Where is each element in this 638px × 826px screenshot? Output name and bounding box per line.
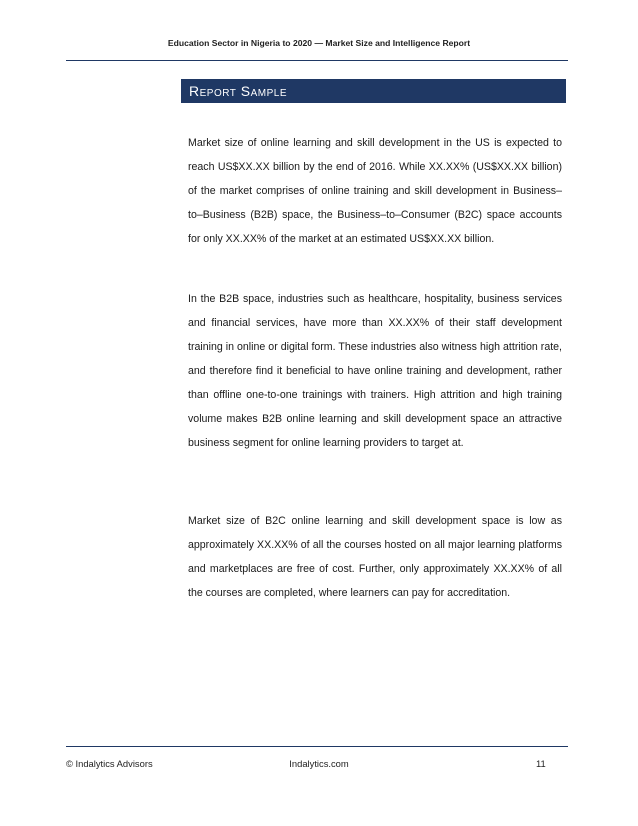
footer-page-number: 11: [536, 758, 546, 769]
page-header-title: Education Sector in Nigeria to 2020 — Market Size and Intelligence Report: [167, 38, 471, 48]
section-title: Report Sample: [189, 83, 288, 99]
body-paragraph-3: Market size of B2C online learning and skill development space is low as approximately XX.XX% of all the courses hosted on all major learning platforms and marketplaces are free of cost. Further, only approximately XX.XX% of all the courses are completed, where learners can pay for accreditation.: [188, 515, 562, 599]
section-title-bar: [181, 79, 566, 103]
footer-divider: [66, 746, 568, 747]
body-paragraph-2: In the B2B space, industries such as healthcare, hospitality, business services and financial services, have more than XX.XX% of their staff development training in online or digital form. These industries also witness high attrition rate, and therefore find it beneficial to have online training and development, rather than offline one-to-one trainings with trainers. High attrition and high training volume makes B2B online learning and skill development space an attractive business segment for online learning providers to target at.: [188, 293, 562, 449]
body-paragraph-1: Market size of online learning and skill development in the US is expected to reach US$XX.XX billion by the end of 2016. While XX.XX% (US$XX.XX billion) of the market comprises of online training and skill development in Business–to–Business (B2B) space, the Business–to–Consumer (B2C) space accounts for only XX.XX% of the market at an estimated US$XX.XX billion.: [188, 137, 562, 245]
header-divider: [66, 60, 568, 61]
footer-copyright: © Indalytics Advisors: [66, 758, 153, 769]
footer-website: Indalytics.com: [289, 758, 349, 769]
